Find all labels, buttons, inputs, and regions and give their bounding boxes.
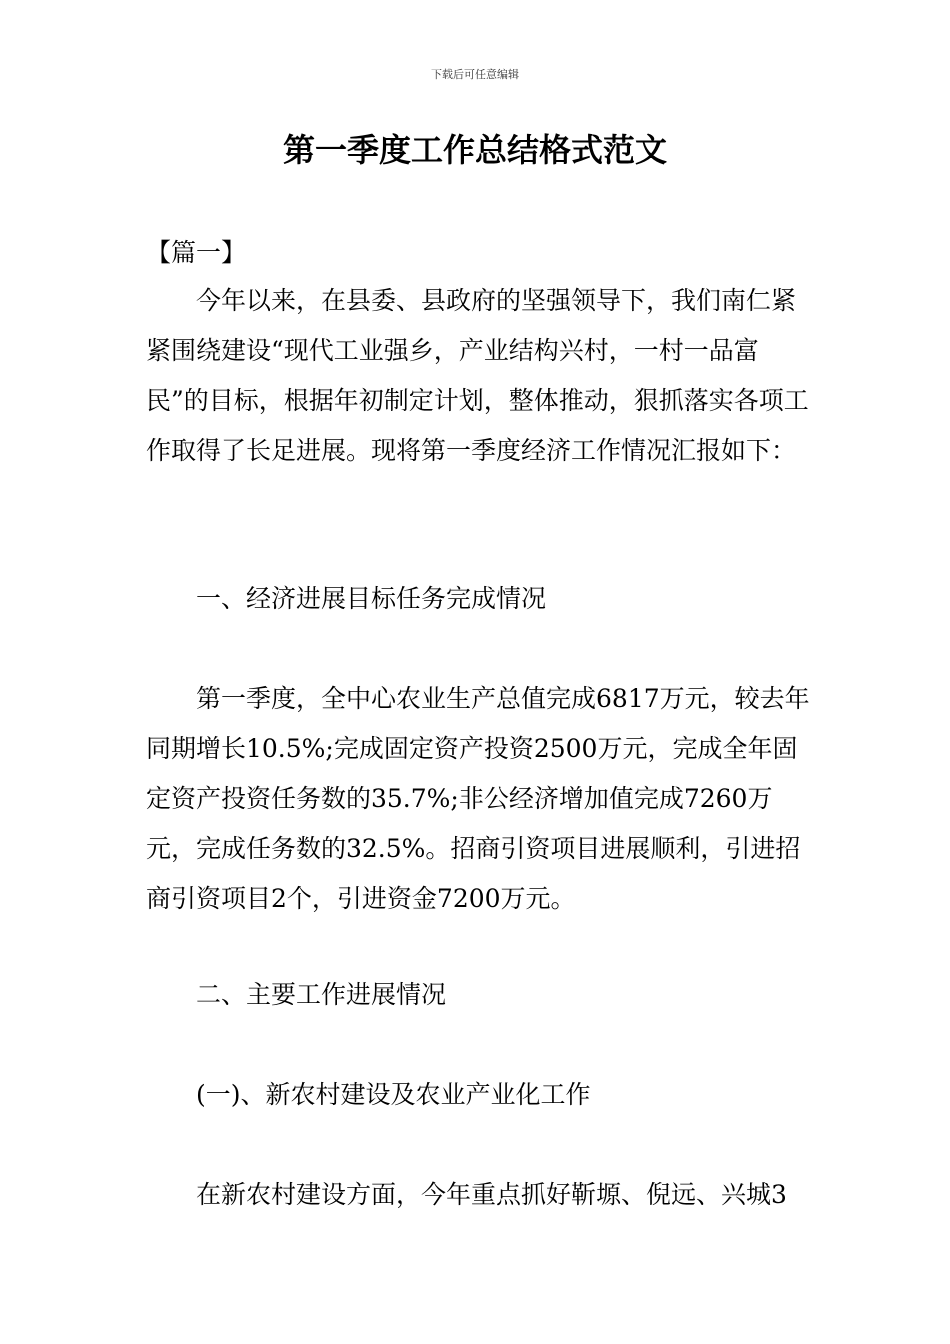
section-label: 【篇一】 xyxy=(146,238,247,267)
economy-paragraph: 第一季度，全中心农业生产总值完成6817万元，较去年同期增长10.5%;完成固定资产投资2500万元，完成全年固定资产投资任务数的35.7%;非公经济增加值完成7260万元，完成任务数的32.5%。招商引资项目进展顺利，引进招商引资项目2个，引进资金7200万元。 xyxy=(146,684,810,913)
new-rural-paragraph: 在新农村建设方面，今年重点抓好靳塬、倪远、兴城3 xyxy=(196,1180,787,1209)
heading-main-work: 二、主要工作进展情况 xyxy=(196,980,447,1009)
intro-paragraph: 今年以来，在县委、县政府的坚强领导下，我们南仁紧紧围绕建设“现代工业强乡，产业结构兴村，一村一品富民”的目标，根据年初制定计划，整体推动，狠抓落实各项工作取得了长足进展。现将第一季度经济工作情况汇报如下： xyxy=(146,286,809,465)
subheading-new-rural: (一)、新农村建设及农业产业化工作 xyxy=(196,1080,591,1109)
document-title: 第一季度工作总结格式范文 xyxy=(282,131,667,169)
heading-economic-targets: 一、经济进展目标任务完成情况 xyxy=(196,584,547,613)
header-note: 下载后可任意编辑 xyxy=(431,68,519,81)
